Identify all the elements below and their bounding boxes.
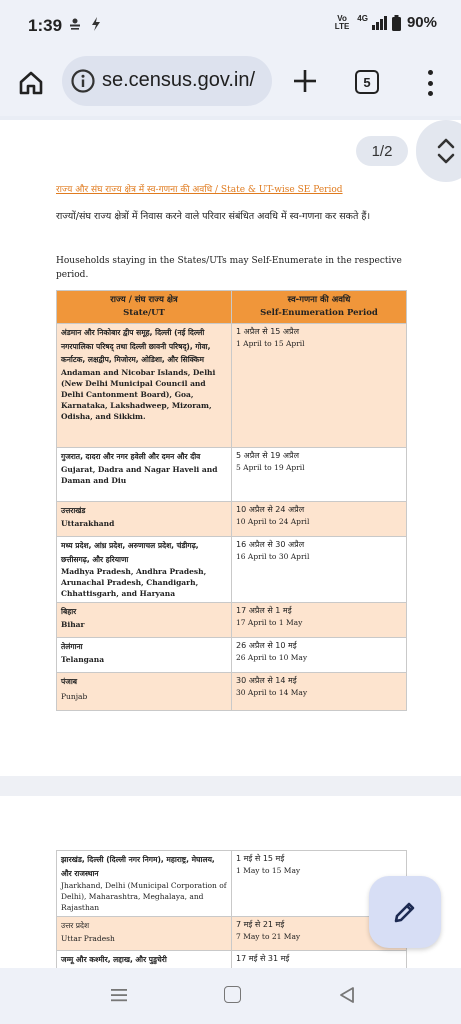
state-cell: जम्मू और कश्मीर, लद्दाख, और पुडुचेरी xyxy=(57,951,232,969)
table-row xyxy=(57,951,407,969)
period-cell: 17 अप्रैल से 1 मई 17 April to 1 May xyxy=(232,603,407,638)
edit-pencil-icon xyxy=(392,899,418,925)
period-cell: 1 अप्रैल से 15 अप्रैल 1 April to 15 April xyxy=(232,324,407,448)
state-cell: तेलंगाना Telangana xyxy=(57,638,232,673)
intro-paragraph-hindi: राज्यों/संघ राज्य क्षेत्रों में निवास करने वाले परिवार संबंधित अवधि में स्व-गणना कर सकते हैं। xyxy=(56,211,371,222)
nav-back-icon[interactable] xyxy=(338,986,356,1004)
se-period-table xyxy=(56,290,407,711)
document-heading: राज्य और संघ राज्य क्षेत्र में स्व-गणना की अवधि / State & UT-wise SE Period xyxy=(56,185,343,195)
state-cell: गुजरात, दादरा और नगर हवेली और दमन और दीव Gujarat, Dadra and Nagar Haveli and Daman and Diu xyxy=(57,448,232,502)
period-cell: 5 अप्रैल से 19 अप्रैल 5 April to 19 April xyxy=(232,448,407,502)
unfold-icon xyxy=(435,135,457,167)
battery-icon xyxy=(392,15,401,31)
state-cell: उत्तर प्रदेश Uttar Pradesh xyxy=(57,917,232,951)
notification-bolt-icon xyxy=(90,17,102,31)
state-cell: बिहार Bihar xyxy=(57,603,232,638)
page-separator xyxy=(0,776,461,796)
status-bar xyxy=(0,0,461,48)
browser-toolbar xyxy=(0,48,461,116)
period-cell: 26 अप्रैल से 10 मई 26 April to 10 May xyxy=(232,638,407,673)
state-cell: मध्य प्रदेश, आंध्र प्रदेश, अरुणाचल प्रदेश, चंडीगढ़, छत्तीसगढ़, और हरियाणा Madhya Pradesh, Andhra Pradesh, Arunachal Pradesh, Chandigarh, Chhattisgarh, and Haryana xyxy=(57,537,232,603)
more-vert-icon[interactable] xyxy=(420,68,440,98)
period-cell: 16 अप्रैल से 30 अप्रैल 16 April to 30 April xyxy=(232,537,407,603)
table-row xyxy=(57,851,407,917)
signal-icon xyxy=(372,16,388,30)
edit-fab-button[interactable] xyxy=(369,876,441,948)
table-row xyxy=(57,917,407,951)
state-cell: अंडमान और निकोबार द्वीप समूह, दिल्ली (नई दिल्ली नगरपालिका परिषद् तथा दिल्ली छावनी परिषद्), गोवा, कर्नाटक, लक्षद्वीप, मिजोरम, ओडिशा, और सिक्किम Andaman and Nicobar Islands, Delhi (New Delhi Municipal Council and Delhi Cantonment Board), Goa, Karnataka, Lakshadweep, Mizoram, Odisha, and Sikkim. xyxy=(57,324,232,448)
table-row xyxy=(57,537,407,603)
table-row xyxy=(57,448,407,502)
table-row xyxy=(57,603,407,638)
home-button[interactable] xyxy=(14,66,48,100)
table-row xyxy=(57,638,407,673)
period-cell: 1 मई से 15 मई 1 May to 15 May xyxy=(232,851,407,917)
state-cell: झारखंड, दिल्ली (दिल्ली नगर निगम), महाराष्ट्र, मेघालय, और राजस्थान Jharkhand, Delhi (Municipal Corporation of Delhi), Maharashtra, Meghalaya, and Rajasthan xyxy=(57,851,232,917)
period-cell: 30 अप्रैल से 14 मई 30 April to 14 May xyxy=(232,673,407,711)
page-counter: 1/2 xyxy=(356,136,408,166)
url-text: se.census.gov.in/ xyxy=(102,69,256,91)
table-row xyxy=(57,324,407,448)
table-row xyxy=(57,673,407,711)
home-icon xyxy=(18,70,44,96)
period-cell: 10 अप्रैल से 24 अप्रैल 10 April to 24 April xyxy=(232,502,407,537)
volte-indicator: Vo LTE xyxy=(334,13,350,31)
state-cell: उत्तराखंड Uttarakhand xyxy=(57,502,232,537)
period-cell: 17 मई से 31 मई xyxy=(232,951,407,969)
table-header-row xyxy=(57,291,407,324)
column-header-period: स्व-गणना की अवधि Self-Enumeration Period xyxy=(232,291,407,324)
intro-paragraph-english: Households staying in the States/UTs may Self-Enumerate in the respective period. xyxy=(56,256,402,280)
network-type-label: 4G xyxy=(357,14,368,23)
system-nav-bar xyxy=(0,968,461,1024)
nav-recents-icon[interactable] xyxy=(110,986,128,1004)
address-bar[interactable] xyxy=(62,56,272,106)
status-time: 1:39 xyxy=(28,16,63,35)
column-header-state: राज्य / संघ राज्य क्षेत्र State/UT xyxy=(57,291,232,324)
state-cell: पंजाब Punjab xyxy=(57,673,232,711)
status-indicators xyxy=(335,14,437,31)
new-tab-plus-icon[interactable] xyxy=(290,66,320,96)
nav-home-icon[interactable] xyxy=(224,986,241,1003)
period-cell: 7 मई से 21 मई 7 May to 21 May xyxy=(232,917,407,951)
battery-percent: 90% xyxy=(406,14,437,31)
se-period-table-continued xyxy=(56,850,407,968)
table-row xyxy=(57,502,407,537)
info-icon[interactable] xyxy=(70,68,96,94)
tab-switcher-button[interactable]: 5 xyxy=(355,70,379,94)
notification-app-icon xyxy=(68,17,82,31)
